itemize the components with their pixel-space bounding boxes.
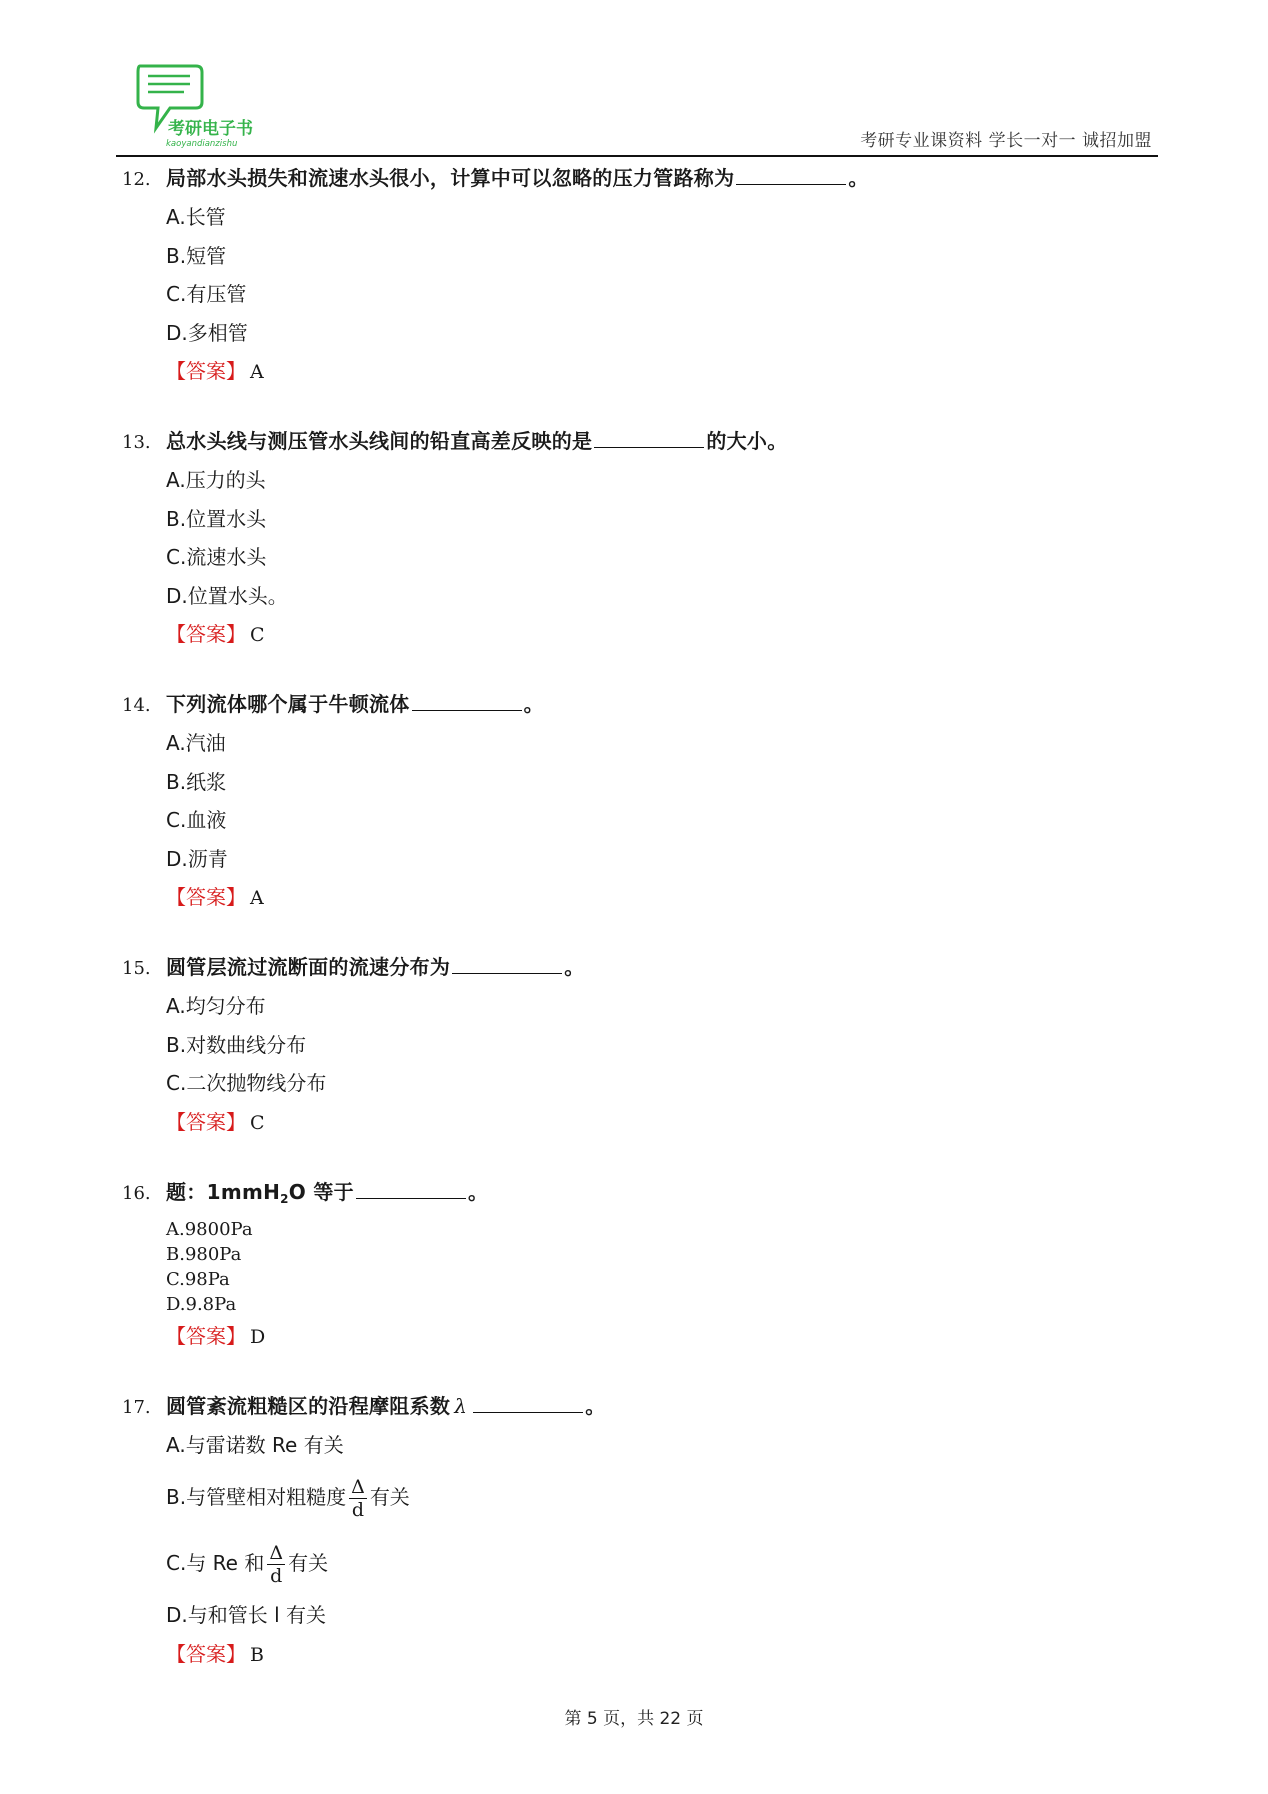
option-d: D.与和管长 l 有关 bbox=[166, 1603, 327, 1627]
option-b: B.纸浆 bbox=[166, 769, 227, 794]
option-b: B.对数曲线分布 bbox=[166, 1032, 307, 1057]
answer-label: 【答案】 bbox=[166, 359, 246, 383]
logo bbox=[134, 62, 284, 148]
answer-label: 【答案】 bbox=[166, 885, 246, 909]
answer-blank bbox=[594, 427, 704, 448]
question-number: 16. bbox=[122, 1182, 151, 1204]
answer-value: A bbox=[250, 887, 264, 909]
question-stem: 下列流体哪个属于牛顿流体 。 bbox=[166, 692, 544, 716]
answer-label: 【答案】 bbox=[166, 622, 246, 646]
option-c: C.与 Re 和 $\frac{\Delta}{d}$ 有关 bbox=[166, 1542, 329, 1587]
question-stem: 圆管紊流粗糙区的沿程摩阻系数 λ 。 bbox=[166, 1393, 606, 1418]
answer-value: B bbox=[250, 1643, 264, 1666]
option-a: A.压力的头 bbox=[166, 468, 266, 492]
page-footer: 第 5 页，共 22 页 bbox=[564, 1709, 704, 1729]
question-stem: 局部水头损失和流速水头很小，计算中可以忽略的压力管路称为 。 bbox=[166, 166, 869, 190]
option-d: D.多相管 bbox=[166, 320, 248, 345]
question-stem: 题：1mmH$_2$O 等于 。 bbox=[166, 1179, 489, 1206]
option-d: D.位置水头。 bbox=[166, 583, 288, 608]
question-list bbox=[122, 160, 1152, 1674]
question-17 bbox=[122, 1388, 1152, 1674]
answer bbox=[122, 878, 1152, 917]
fraction-delta-over-d: $\frac{\Delta}{d}$ bbox=[351, 1476, 365, 1521]
answer-label: 【答案】 bbox=[166, 1323, 246, 1348]
answer-value: C bbox=[250, 1111, 265, 1134]
answer-blank bbox=[356, 1178, 466, 1199]
question-13 bbox=[122, 423, 1152, 654]
fraction-delta-over-d: $\frac{\Delta}{d}$ bbox=[269, 1542, 284, 1587]
option-d: D.9.8Pa bbox=[166, 1293, 237, 1315]
question-number: 15. bbox=[122, 958, 151, 979]
page-header bbox=[118, 58, 1158, 158]
option-c: C.有压管 bbox=[166, 282, 247, 306]
option-c: C.二次抛物线分布 bbox=[166, 1071, 327, 1095]
option-c: C.98Pa bbox=[166, 1268, 230, 1290]
header-slogan: 考研专业课资料 学长一对一 诚招加盟 bbox=[860, 131, 1152, 151]
logo-pinyin: kaoyandianzishu bbox=[166, 139, 238, 148]
lambda-symbol: λ bbox=[454, 1393, 468, 1418]
question-15 bbox=[122, 949, 1152, 1142]
question-number: 14. bbox=[122, 695, 151, 716]
option-b: B.980Pa bbox=[166, 1243, 242, 1265]
answer-blank bbox=[452, 953, 562, 974]
option-c: C.流速水头 bbox=[166, 545, 267, 569]
answer-blank bbox=[736, 164, 846, 185]
answer-value: C bbox=[250, 624, 265, 646]
question-16 bbox=[122, 1174, 1152, 1356]
option-b: B.与管壁相对粗糙度 $\frac{\Delta}{d}$ 有关 bbox=[166, 1476, 410, 1521]
option-a: A.9800Pa bbox=[166, 1218, 253, 1240]
question-number: 17. bbox=[122, 1396, 151, 1418]
answer bbox=[122, 1103, 1152, 1142]
option-b: B.位置水头 bbox=[166, 506, 267, 531]
option-c: C.血液 bbox=[166, 808, 227, 832]
answer-label: 【答案】 bbox=[166, 1109, 246, 1134]
answer-label: 【答案】 bbox=[166, 1641, 246, 1666]
option-d: D.沥青 bbox=[166, 846, 228, 871]
logo-text: 考研电子书 bbox=[168, 119, 253, 139]
answer-value: D bbox=[250, 1325, 266, 1348]
question-14 bbox=[122, 686, 1152, 917]
answer-blank bbox=[473, 1392, 583, 1413]
option-a: A.与雷诺数 Re 有关 bbox=[166, 1432, 344, 1457]
answer bbox=[122, 1635, 1152, 1674]
question-number: 12. bbox=[122, 169, 151, 190]
question-stem: 圆管层流过流断面的流速分布为 。 bbox=[166, 955, 585, 979]
option-a: A.长管 bbox=[166, 205, 226, 229]
answer bbox=[122, 615, 1152, 654]
answer-blank bbox=[412, 690, 522, 711]
answer bbox=[122, 352, 1152, 391]
answer bbox=[122, 1317, 1152, 1356]
question-number: 13. bbox=[122, 432, 151, 453]
option-a: A.汽油 bbox=[166, 731, 226, 755]
header-divider bbox=[116, 155, 1158, 157]
question-stem: 总水头线与测压管水头线间的铅直高差反映的是 的大小。 bbox=[166, 429, 788, 453]
answer-value: A bbox=[250, 361, 264, 383]
question-12 bbox=[122, 160, 1152, 391]
option-b: B.短管 bbox=[166, 243, 227, 268]
option-a: A.均匀分布 bbox=[166, 994, 266, 1018]
